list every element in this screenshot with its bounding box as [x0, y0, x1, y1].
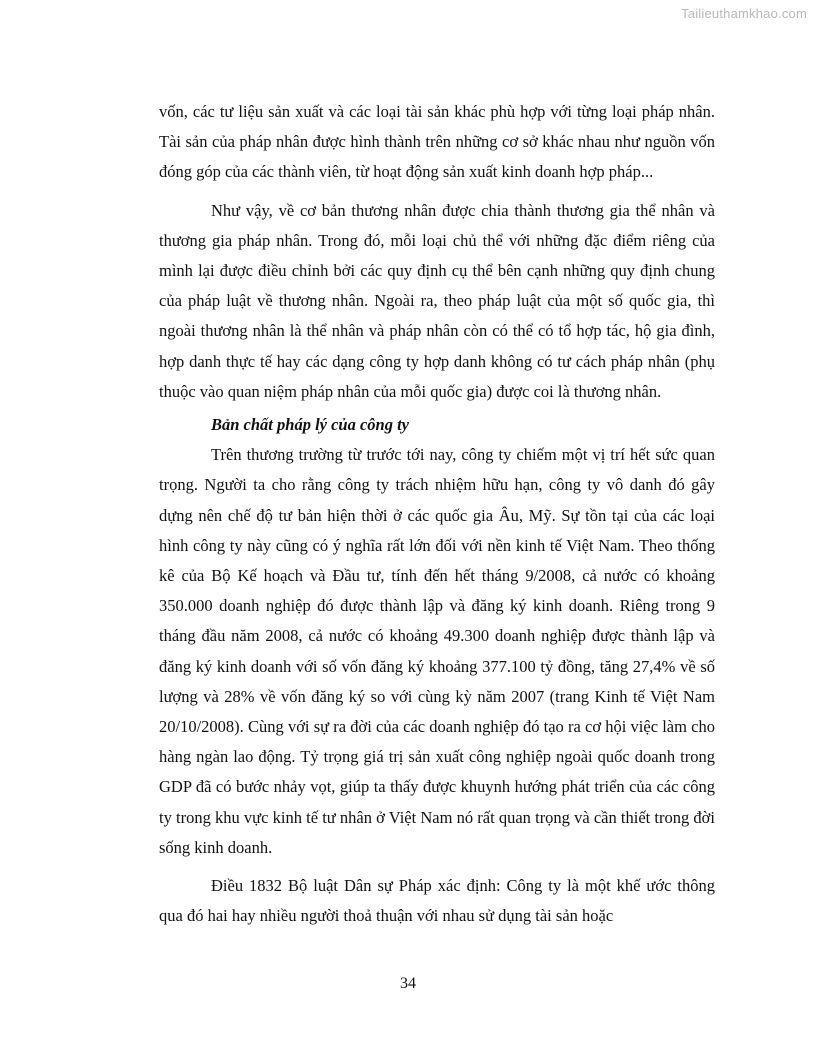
- paragraph-4: Điều 1832 Bộ luật Dân sự Pháp xác định: Công ty là một khế ước thông qua đó hai hay nhiều người thoả thuận với nhau sử dụng tài sản hoặc: [159, 876, 715, 926]
- document-body: [159, 97, 715, 931]
- section-heading: Bản chất pháp lý của công ty: [211, 415, 410, 435]
- paragraph-3: Trên thương trường từ trước tới nay, công ty chiếm một vị trí hết sức quan trọng. Người ta cho rằng công ty trách nhiệm hữu hạn, công ty vô danh đó gây dựng nên chế độ tư bản hiện thời ở các quốc gia Âu, Mỹ. Sự tồn tại của các loại hình công ty này cũng có ý nghĩa rất lớn đối với nền kinh tế Việt Nam. Theo thống kê của Bộ Kế hoạch và Đầu tư, tính đến hết tháng 9/2008, cả nước có khoảng 350.000 doanh nghiệp đó được thành lập và đăng ký kinh doanh. Riêng trong 9 tháng đầu năm 2008, cả nước có khoảng 49.300 doanh nghiệp được thành lập và đăng ký kinh doanh với số vốn đăng ký khoảng 377.100 tỷ đồng, tăng 27,4% về số lượng và 28% về vốn đăng ký so với cùng kỳ năm 2007 (trang Kinh tế Việt Nam 20/10/2008). Cùng với sự ra đời của các doanh nghiệp đó tạo ra cơ hội việc làm cho hàng ngàn lao động. Tỷ trọng giá trị sản xuất công nghiệp ngoài quốc doanh trong GDP đã có bước nhảy vọt, giúp ta thấy được khuynh hướng phát triển của các công ty trong khu vực kinh tế tư nhân ở Việt Nam nó rất quan trọng và cần thiết trong đời sống kinh doanh.: [159, 445, 715, 857]
- page-number: 34: [400, 975, 416, 992]
- watermark: Tailieuthamkhao.com: [681, 6, 807, 21]
- paragraph-2: Như vậy, về cơ bản thương nhân được chia thành thương gia thể nhân và thương gia pháp nhân. Trong đó, mỗi loại chủ thể với những đặc điểm riêng của mình lại được điều chỉnh bởi các quy định cụ thể bên cạnh những quy định chung của pháp luật về thương nhân. Ngoài ra, theo pháp luật của một số quốc gia, thì ngoài thương nhân là thể nhân và pháp nhân còn có thể có tổ hợp tác, hộ gia đình, hợp danh thực tế hay các dạng công ty hợp danh không có tư cách pháp nhân (phụ thuộc vào quan niệm pháp nhân của mỗi quốc gia) được coi là thương nhân.: [159, 200, 715, 401]
- paragraph-1: vốn, các tư liệu sản xuất và các loại tài sản khác phù hợp với từng loại pháp nhân. Tài sản của pháp nhân được hình thành trên những cơ sở khác nhau như nguồn vốn đóng góp của các thành viên, từ hoạt động sản xuất kinh doanh hợp pháp...: [159, 102, 715, 182]
